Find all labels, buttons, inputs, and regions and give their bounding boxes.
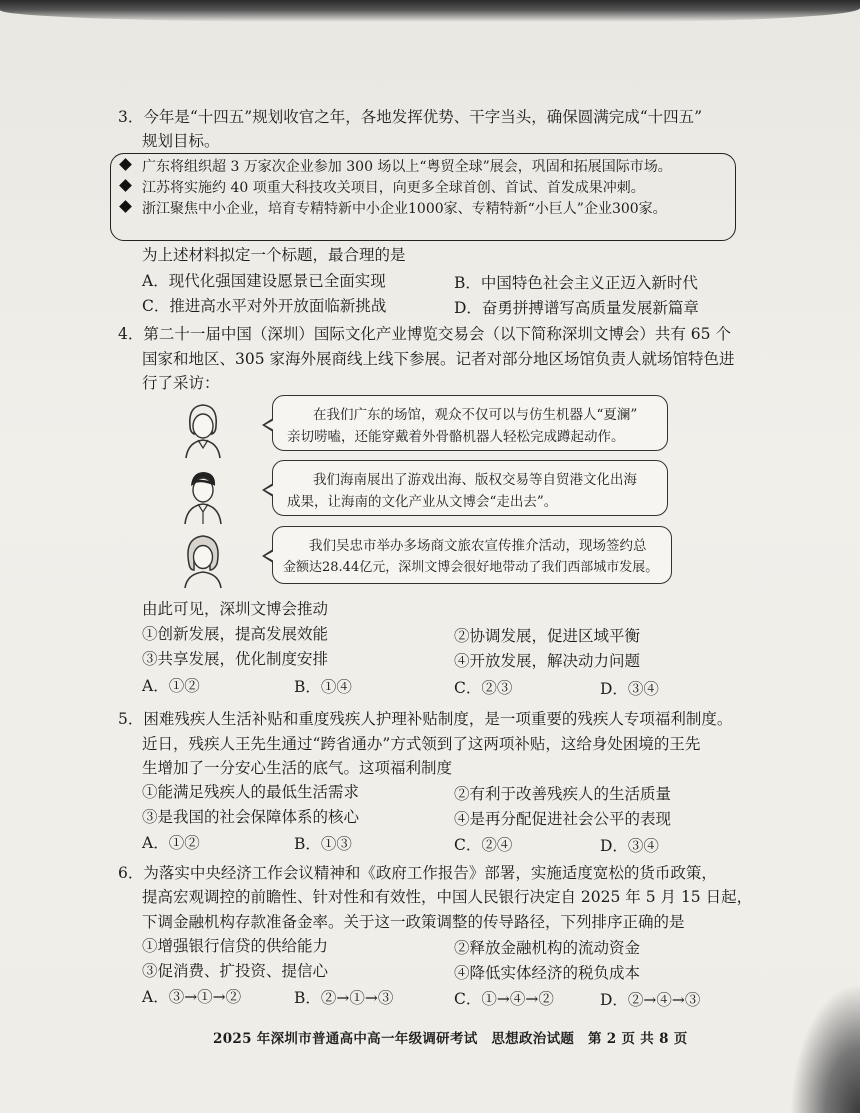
q4-item-3: ③共享发展，优化制度安排 bbox=[142, 650, 329, 668]
q6-item-2: ②释放金融机构的流动资金 bbox=[454, 939, 641, 957]
q5-answer-d[interactable]: D．③④ bbox=[600, 837, 659, 855]
q4-line2: 国家和地区、305 家海外展商线上线下参展。记者对部分地区场馆负责人就场馆特色进 bbox=[142, 350, 735, 368]
q4-item-1: ①创新发展，提高发展效能 bbox=[142, 625, 329, 643]
bubble-line: 金额达28.44亿元，深圳文博会很好地带动了我们西部城市发展。 bbox=[283, 560, 659, 575]
q6-line3: 下调金融机构存款准备金率。关于这一政策调整的传导路径，下列排序正确的是 bbox=[142, 913, 685, 931]
q6-answer-b[interactable]: B．②→①→③ bbox=[294, 989, 394, 1007]
q6-line2: 提高宏观调控的前瞻性、针对性和有效性，中国人民银行决定自 2025 年 5 月 15 日起， bbox=[142, 888, 753, 906]
page-footer: 2025 年深圳市普通高中高一年级调研考试 思想政治试题 第 2 页 共 8 页 bbox=[213, 1031, 688, 1047]
q6-item-3: ③促消费、扩投资、提信心 bbox=[142, 962, 329, 980]
diamond-bullet-icon bbox=[119, 179, 132, 192]
q3-option-a[interactable]: A．现代化强国建设愿景已全面实现 bbox=[142, 272, 386, 290]
q5-item-1: ①能满足残疾人的最低生活需求 bbox=[142, 783, 360, 801]
bubble-line: 我们海南展出了游戏出海、版权交易等自贸港文化出海 bbox=[313, 472, 637, 488]
diamond-bullet-icon bbox=[119, 158, 132, 171]
q5-item-2: ②有利于改善残疾人的生活质量 bbox=[454, 785, 672, 803]
man-avatar-icon bbox=[176, 466, 230, 526]
scan-corner-shadow bbox=[790, 983, 860, 1113]
woman-long-hair-avatar-icon bbox=[176, 530, 230, 590]
scan-top-shadow bbox=[0, 0, 860, 22]
q3-box-line1: 广东将组织超 3 万家次企业参加 300 场以上“粤贸全球”展会，巩固和拓展国际市场。 bbox=[121, 157, 672, 177]
q6-answer-d[interactable]: D．②→④→③ bbox=[600, 991, 701, 1009]
q6-line1: 6．为落实中央经济工作会议精神和《政府工作报告》部署，实施适度宽松的货币政策， bbox=[118, 864, 717, 882]
q4-answer-a[interactable]: A．①② bbox=[142, 677, 200, 695]
q5-answer-a[interactable]: A．①② bbox=[142, 834, 200, 852]
q3-option-d[interactable]: D．奋勇拼搏谱写高质量发展新篇章 bbox=[454, 299, 699, 317]
q6-answer-c[interactable]: C．①→④→② bbox=[454, 990, 554, 1008]
q3-line1: 3．今年是“十四五”规划收官之年，各地发挥优势、干字当头，确保圆满完成“十四五” bbox=[118, 108, 703, 126]
q3-box-line3: 浙江聚焦中小企业，培育专精特新中小企业1000家、专精特新“小巨人”企业300家。 bbox=[121, 199, 667, 219]
q4-speech-bubble-guangdong bbox=[272, 395, 668, 451]
q5-line1: 5．困难残疾人生活补贴和重度残疾人护理补贴制度，是一项重要的残疾人专项福利制度。 bbox=[118, 710, 733, 728]
woman-avatar-icon bbox=[176, 400, 230, 460]
q5-line2: 近日，残疾人王先生通过“跨省通办”方式领到了这两项补贴，这给身处困境的王先 bbox=[142, 735, 701, 753]
q4-item-2: ②协调发展，促进区域平衡 bbox=[454, 627, 641, 645]
q4-stem: 由此可见，深圳文博会推动 bbox=[142, 600, 329, 618]
bubble-line: 在我们广东的场馆，观众不仅可以与仿生机器人“夏澜” bbox=[313, 407, 638, 423]
diamond-bullet-icon bbox=[119, 200, 132, 213]
q4-line1: 4．第二十一届中国（深圳）国际文化产业博览交易会（以下简称深圳文博会）共有 65 个 bbox=[118, 325, 731, 343]
q4-item-4: ④开放发展，解决动力问题 bbox=[454, 652, 641, 670]
q5-item-4: ④是再分配促进社会公平的表现 bbox=[454, 810, 672, 828]
q5-answer-c[interactable]: C．②④ bbox=[454, 836, 513, 854]
q4-speech-bubble-hainan bbox=[272, 460, 668, 516]
q3-option-b[interactable]: B．中国特色社会主义正迈入新时代 bbox=[454, 274, 698, 292]
q4-answer-b[interactable]: B．①④ bbox=[294, 678, 352, 696]
q6-item-4: ④降低实体经济的税负成本 bbox=[454, 964, 641, 982]
q5-item-3: ③是我国的社会保障体系的核心 bbox=[142, 808, 360, 826]
q3-option-c[interactable]: C．推进高水平对外开放面临新挑战 bbox=[142, 297, 387, 315]
q3-line2: 规划目标。 bbox=[142, 132, 220, 150]
q4-answer-c[interactable]: C．②③ bbox=[454, 679, 513, 697]
q4-line3: 行了采访： bbox=[142, 374, 220, 392]
bubble-line: 我们吴忠市举办多场商文旅农宣传推介活动，现场签约总 bbox=[309, 538, 647, 554]
q3-box-line2: 江苏将实施约 40 项重大科技攻关项目，向更多全球首创、首试、首发成果冲刺。 bbox=[121, 178, 645, 198]
bubble-line: 成果，让海南的文化产业从文博会“走出去”。 bbox=[287, 494, 558, 510]
q5-answer-b[interactable]: B．①③ bbox=[294, 835, 352, 853]
bubble-line: 亲切唠嗑，还能穿戴着外骨骼机器人轻松完成蹲起动作。 bbox=[287, 429, 625, 445]
q3-material-box bbox=[110, 153, 736, 241]
q4-speech-bubble-wuzhong bbox=[272, 526, 672, 584]
q3-stem: 为上述材料拟定一个标题，最合理的是 bbox=[142, 246, 406, 264]
q5-line3: 生增加了一分安心生活的底气。这项福利制度 bbox=[142, 759, 453, 777]
q6-answer-a[interactable]: A．③→①→② bbox=[142, 988, 242, 1006]
q4-answer-d[interactable]: D．③④ bbox=[600, 680, 659, 698]
q6-item-1: ①增强银行信贷的供给能力 bbox=[142, 937, 329, 955]
